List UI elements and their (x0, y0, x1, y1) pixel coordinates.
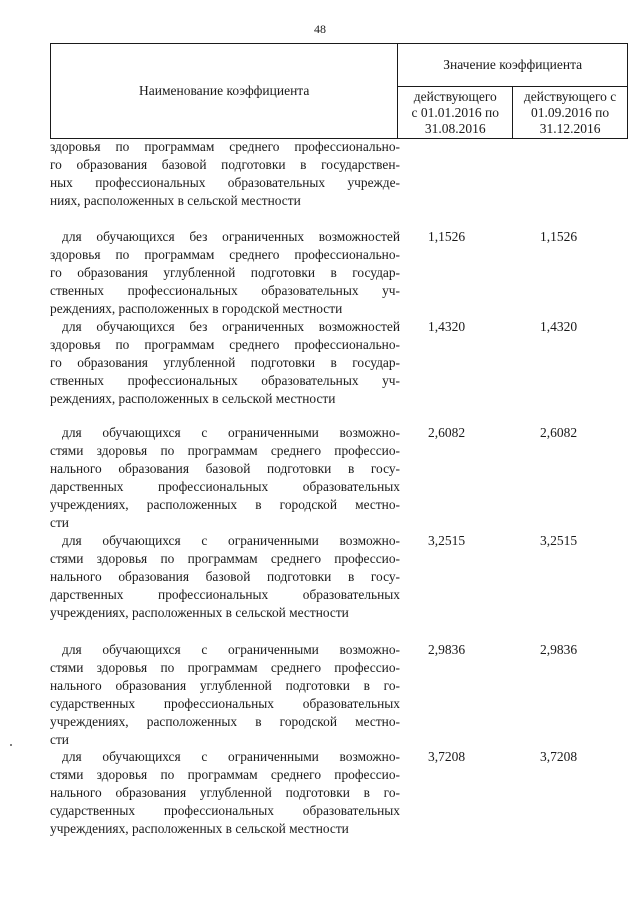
value-period-1: 1,1526 (428, 229, 466, 244)
value-period-2: 2,9836 (540, 642, 578, 657)
column-header-name: Наименование коэффициента (51, 44, 398, 139)
value-period-1: 1,4320 (428, 319, 466, 334)
coefficient-name: для обучающихся с ограниченными возможно- стями здоровья по программам среднего профессио- нального образования углубленной подготовки в го- сударственных профессиональных образовательных учреждениях, расположенных в городской местно- сти (50, 642, 400, 747)
scan-speck (10, 744, 12, 746)
value-period-2: 3,2515 (540, 533, 578, 548)
column-header-period-1: действующего с 01.01.2016 по 31.08.2016 (398, 87, 513, 139)
value-period-2: 2,6082 (540, 425, 578, 440)
coefficient-name: для обучающихся с ограниченными возможно- стями здоровья по программам среднего профессио- нального образования углубленной подготовки в го- сударственных профессиональных образовательных учреждениях, расположенных в сельской местности (50, 749, 400, 836)
coefficient-name: для обучающихся с ограниченными возможно- стями здоровья по программам среднего профессио- нального образования базовой подготовки в госу- дарственных профессиональных образовательных учреждениях, расположенных в городской местно- сти (50, 425, 400, 530)
table-header (50, 43, 628, 139)
coefficient-name: здоровья по программам среднего профессионально- го образования базовой подготовки в государствен- ных профессиональных образовательных учрежде- ниях, расположенных в сельской местности (50, 139, 400, 208)
column-header-period-2: действующего с 01.09.2016 по 31.12.2016 (513, 87, 628, 139)
coefficient-name: для обучающихся без ограниченных возможностей здоровья по программам среднего профессионально- го образования углубленной подготовки в государ- ственных профессиональных образовательных уч- реждениях, расположенных в городской местности (50, 229, 400, 316)
page-number: 48 (314, 22, 326, 36)
value-period-2: 1,4320 (540, 319, 578, 334)
value-period-1: 2,9836 (428, 642, 466, 657)
value-period-1: 3,2515 (428, 533, 466, 548)
value-period-2: 3,7208 (540, 749, 578, 764)
coefficient-name: для обучающихся с ограниченными возможно- стями здоровья по программам среднего профессио- нального образования базовой подготовки в госу- дарственных профессиональных образовательных учреждениях, расположенных в сельской местности (50, 533, 400, 620)
value-period-2: 1,1526 (540, 229, 578, 244)
column-header-value-group: Значение коэффициента (398, 44, 628, 87)
coefficient-name: для обучающихся без ограниченных возможностей здоровья по программам среднего профессионально- го образования углубленной подготовки в государ- ственных профессиональных образовательных уч- реждениях, расположенных в сельской местности (50, 319, 400, 406)
value-period-1: 3,7208 (428, 749, 466, 764)
value-period-1: 2,6082 (428, 425, 466, 440)
